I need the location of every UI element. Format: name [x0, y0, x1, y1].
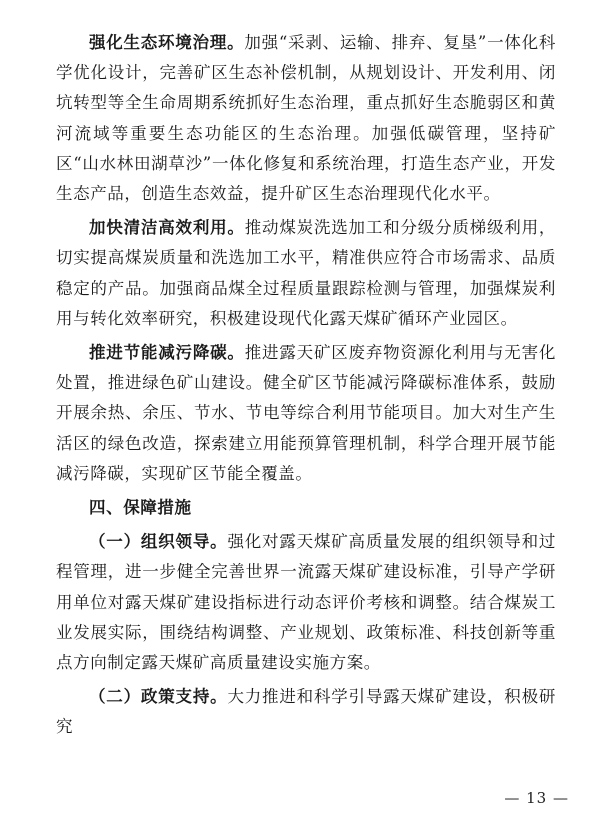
- paragraph-lead: 加快清洁高效利用。: [89, 218, 245, 238]
- paragraph-lead: 强化生态环境治理。: [89, 33, 245, 52]
- paragraph-ecological-governance: [56, 28, 556, 209]
- paragraph-organizational-leadership: [56, 527, 556, 678]
- paragraph-text: 推进露天矿区废弃物资源化利用与无害化处置，推进绿色矿山建设。健全矿区节能减污降碳标准体系，鼓励开展余热、余压、节水、节电等综合利用节能项目。加大对生产生活区的绿色改造，探索建立用能预算管理机制，科学合理开展节能减污降碳，实现矿区节能全覆盖。: [56, 343, 556, 483]
- paragraph-policy-support: [56, 682, 556, 742]
- paragraph-text: 大力推进和科学引导露天煤矿建设，积极研究: [56, 687, 556, 737]
- paragraph-text: 推动煤炭洗选加工和分级分质梯级利用，切实提高煤炭质量和洗选加工水平，精准供应符合市场需求、品质稳定的产品。加强商品煤全过程质量跟踪检测与管理，加强煤炭利用与转化效率研究，积极建设现代化露天煤矿循环产业园区。: [56, 218, 556, 328]
- section-heading: 四、保障措施: [89, 498, 192, 518]
- paragraph-lead: （二）政策支持。: [89, 687, 228, 707]
- paragraph-clean-efficient-use: [56, 213, 556, 334]
- page-number: — 13 —: [504, 789, 569, 807]
- paragraph-text: 加强“采剥、运输、排弃、复垦”一体化科学优化设计，完善矿区生态补偿机制，从规划设计、开发利用、闭坑转型等全生命周期系统抓好生态治理，重点抓好生态脆弱区和黄河流域等重要生态功能区的生态治理。加强低碳管理，坚持矿区“山水林田湖草沙”一体化修复和系统治理，打造生态产业，开发生态产品，创造生态效益，提升矿区生态治理现代化水平。: [56, 33, 556, 204]
- document-body: [56, 28, 556, 747]
- paragraph-text: 强化对露天煤矿高质量发展的组织领导和过程管理，进一步健全完善世界一流露天煤矿建设标准，引导产学研用单位对露天煤矿建设指标进行动态评价考核和调整。结合煤炭工业发展实际，围绕结构调整、产业规划、政策标准、科技创新等重点方向制定露天煤矿高质量建设实施方案。: [56, 532, 556, 673]
- paragraph-lead: 推进节能减污降碳。: [89, 343, 245, 363]
- paragraph-energy-saving: [56, 338, 556, 489]
- paragraph-lead: （一）组织领导。: [89, 532, 228, 552]
